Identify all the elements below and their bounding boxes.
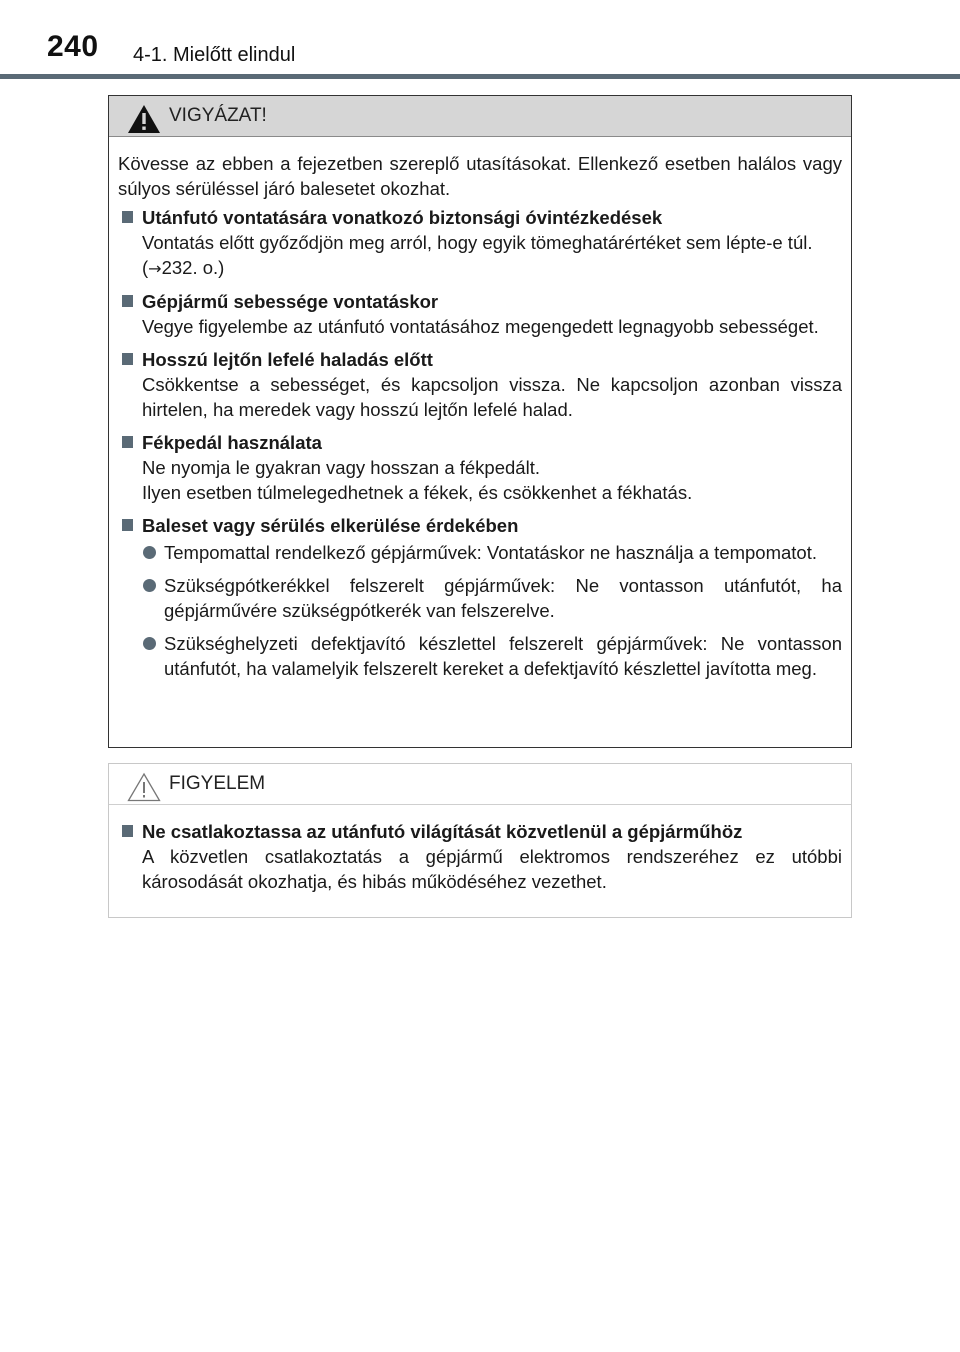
warning-box-header [109,96,851,137]
circle-bullet-icon [143,637,156,650]
warning-subitem [142,573,842,623]
square-bullet-icon [122,436,133,448]
warning-subitem [142,631,842,681]
warning-box-body [109,137,851,681]
notice-box [108,763,852,918]
warning-item [118,347,842,422]
notice-box-header [109,764,851,805]
page-header [0,0,960,80]
warning-triangle-outline-icon [127,772,161,802]
header-rule [0,74,960,79]
notice-item-title: Ne csatlakoztassa az utánfutó világítását közvetlenül a gépjárműhöz [142,821,743,842]
square-bullet-icon [122,295,133,307]
notice-item [118,819,842,894]
warning-item-text: Vegye figyelembe az utánfutó vontatásához megengedett legnagyobb sebességet. [142,316,819,337]
warning-subitem-text: Tempomattal rendelkező gépjárművek: Vontatáskor ne használja a tempomatot. [164,542,818,563]
warning-item-text: Vontatás előtt győződjön meg arról, hogy egyik tömeghatárértéket sem lépte-e túl. [142,232,813,253]
warning-item-title: Baleset vagy sérülés elkerülése érdekében [142,515,519,536]
warning-subitem-text: Szükséghelyzeti defektjavító készlettel felszerelt gépjárművek: Ne vontasson utánfutót, ha valamelyik felszerelt kereket a defektjavító készlettel javította meg. [164,633,842,679]
warning-intro: Kövesse az ebben a fejezetben szereplő utasításokat. Ellenkező esetben halálos vagy súlyos sérüléssel járó balesetet okozhat. [118,153,842,199]
warning-item [118,289,842,339]
warning-item-text: Ne nyomja le gyakran vagy hosszan a fékpedált. [142,457,540,478]
notice-item-text: A közvetlen csatlakoztatás a gépjármű elektromos rendszeréhez ez utóbbi károsodását okozhatja, és hibás működéséhez vezethet. [142,846,842,892]
warning-subitem-text: Szükségpótkerékkel felszerelt gépjárművek: Ne vontasson utánfutót, ha gépjárművére szükségpótkerék van felszerelve. [164,575,842,621]
circle-bullet-icon [143,546,156,559]
square-bullet-icon [122,211,133,223]
page-number: 240 [47,30,99,63]
arrow-right-icon: → [148,259,162,278]
warning-item [118,430,842,505]
square-bullet-icon [122,825,133,837]
warning-item-title: Gépjármű sebessége vontatáskor [142,291,439,312]
warning-item-title: Hosszú lejtőn lefelé haladás előtt [142,349,433,370]
warning-triangle-filled-icon [127,104,161,134]
warning-item-title: Utánfutó vontatására vonatkozó biztonsági óvintézkedések [142,207,663,228]
square-bullet-icon [122,353,133,365]
warning-item-text: Csökkentse a sebességet, és kapcsoljon vissza. Ne kapcsoljon azonban vissza hirtelen, ha meredek vagy hosszú lejtőn lefelé halad. [142,374,842,420]
section-title: 4-1. Mielőtt elindul [133,44,296,66]
warning-subitem [142,540,842,565]
ref-text: 232. o.) [161,257,225,278]
square-bullet-icon [122,519,133,531]
warning-item [118,205,842,281]
page-reference [142,255,842,281]
warning-box [108,95,852,748]
warning-box-title: VIGYÁZAT! [169,105,267,126]
circle-bullet-icon [143,579,156,592]
warning-item-text-2: Ilyen esetben túlmelegedhetnek a fékek, és csökkenhet a fékhatás. [142,482,693,503]
warning-item [118,513,842,681]
notice-box-title: FIGYELEM [169,773,266,794]
notice-box-body [109,805,851,894]
warning-item-title: Fékpedál használata [142,432,322,453]
ref-open: ( [142,257,149,278]
